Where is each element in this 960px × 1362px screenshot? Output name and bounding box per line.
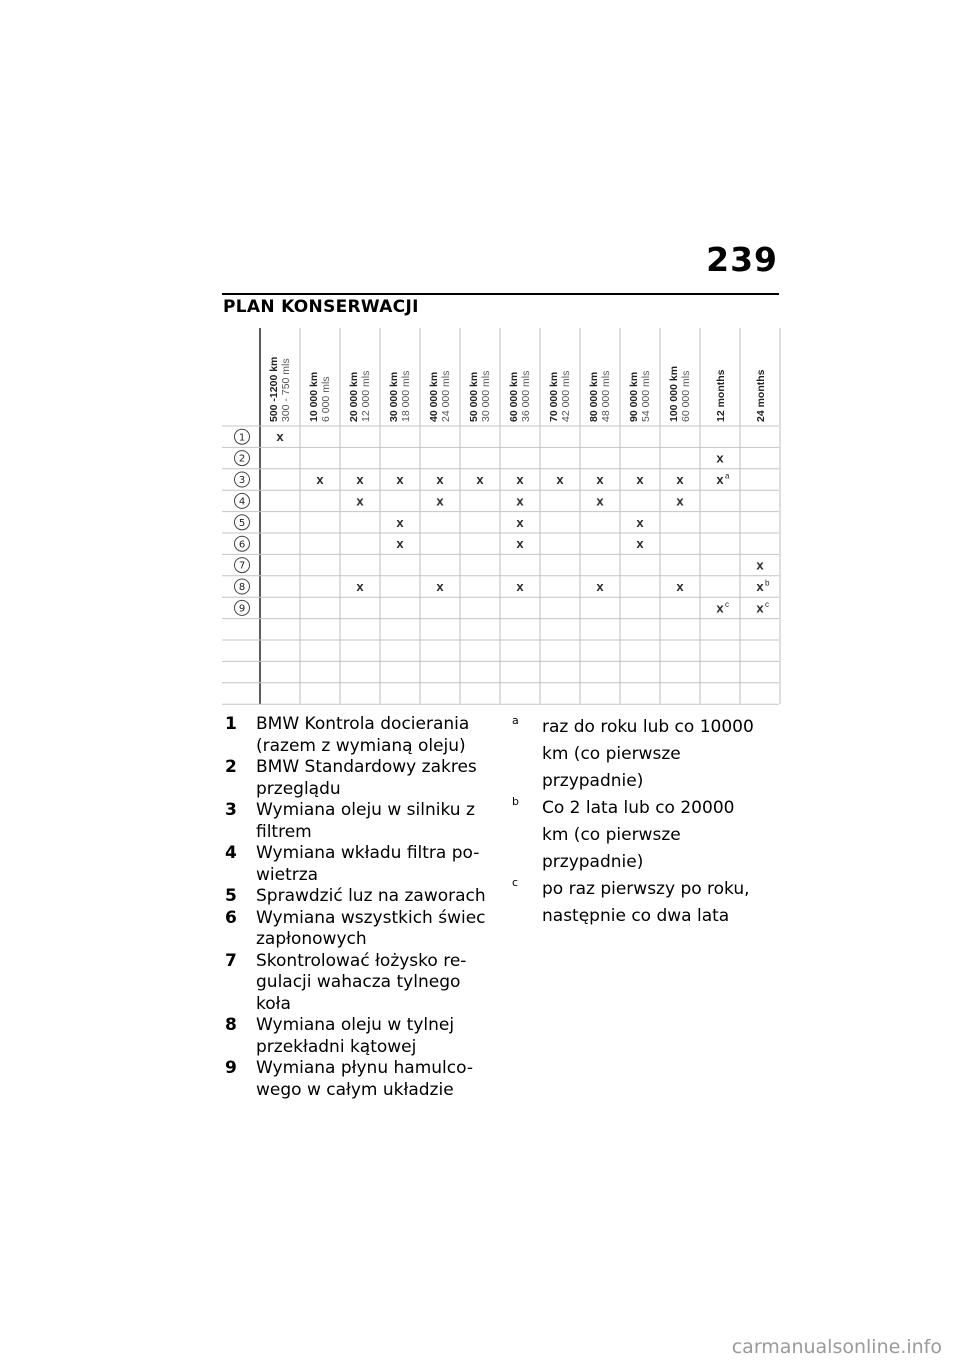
schedule-mark: x bbox=[676, 472, 684, 487]
column-header-mls: 24 000 mls bbox=[440, 370, 452, 422]
column-header-mls: 12 000 mls bbox=[360, 370, 372, 422]
footnote-text: Co 2 lata lub co 20000 km (co pierwsze przypadnie) bbox=[542, 798, 735, 872]
legend-item bbox=[225, 886, 487, 908]
row-number: 8 bbox=[238, 582, 246, 594]
schedule-mark: x bbox=[476, 472, 484, 487]
column-header-km: 70 000 km bbox=[548, 371, 560, 422]
section-title: PLAN KONSERWACJI bbox=[223, 297, 419, 317]
footnote-item bbox=[512, 795, 762, 876]
legend-text: Wymiana wszystkich świec zapłonowych bbox=[256, 907, 486, 949]
legend-item bbox=[225, 800, 487, 843]
legend-text: Wymiana oleju w silniku z filtrem bbox=[256, 800, 475, 842]
schedule-mark: x bbox=[676, 493, 684, 509]
legend-text: Wymiana płynu hamulco-wego w całym układzie bbox=[256, 1058, 473, 1100]
schedule-mark: x bbox=[596, 472, 604, 487]
legend-number: 9 bbox=[225, 1058, 237, 1078]
schedule-mark: x bbox=[596, 493, 604, 509]
schedule-mark: x bbox=[276, 429, 284, 445]
schedule-mark: x bbox=[756, 557, 764, 573]
column-header-mls: 300 - 750 mls bbox=[280, 358, 292, 422]
footnote-mark: b bbox=[512, 795, 519, 808]
schedule-mark-footnote: c bbox=[725, 599, 729, 609]
schedule-mark: x bbox=[556, 472, 564, 487]
watermark: carmanualsonline.info bbox=[731, 1336, 942, 1358]
row-number: 7 bbox=[238, 560, 246, 572]
legend-item bbox=[225, 1015, 487, 1058]
legend-number: 6 bbox=[225, 907, 237, 928]
legend-text: Skontrolować łożysko re-gulacji wahacza tylnego koła bbox=[256, 950, 467, 1014]
legend-number: 4 bbox=[225, 843, 237, 863]
row-number: 2 bbox=[238, 453, 246, 465]
schedule-mark: x bbox=[516, 536, 524, 552]
column-header-km: 10 000 km bbox=[308, 371, 320, 422]
column-header-km: 20 000 km bbox=[348, 371, 360, 422]
schedule-mark: x bbox=[756, 600, 764, 616]
schedule-mark: x bbox=[516, 579, 524, 594]
schedule-mark: x bbox=[436, 472, 444, 487]
legend-item bbox=[225, 843, 487, 886]
legend-item bbox=[225, 714, 487, 757]
legend-item bbox=[225, 908, 487, 951]
schedule-mark: x bbox=[636, 472, 644, 487]
column-header-km: 90 000 km bbox=[628, 371, 640, 422]
footnote-text: po raz pierwszy po roku, następnie co dwa lata bbox=[542, 879, 750, 926]
legend-number: 3 bbox=[225, 800, 237, 820]
schedule-mark: x bbox=[636, 536, 644, 552]
row-number: 3 bbox=[238, 475, 246, 487]
legend-text: Wymiana oleju w tylnej przekładni kątowej bbox=[256, 1015, 455, 1057]
legend-number: 5 bbox=[225, 886, 237, 906]
column-header-km: 40 000 km bbox=[428, 371, 440, 422]
column-header-mls: 30 000 mls bbox=[480, 370, 492, 422]
row-numbers bbox=[235, 429, 250, 615]
schedule-mark: x bbox=[716, 600, 724, 616]
schedule-mark: x bbox=[316, 472, 324, 487]
footnote-text: raz do roku lub co 10000 km (co pierwsze przypadnie) bbox=[542, 717, 754, 791]
schedule-mark: x bbox=[636, 514, 644, 530]
schedule-mark: x bbox=[356, 472, 364, 487]
legend-item bbox=[225, 951, 487, 1016]
legend-item bbox=[225, 757, 487, 800]
legend-number: 7 bbox=[225, 950, 237, 971]
schedule-mark: x bbox=[436, 579, 444, 594]
column-header-mls: 36 000 mls bbox=[520, 370, 532, 422]
column-header-km: 80 000 km bbox=[588, 371, 600, 422]
footnote-item bbox=[512, 876, 762, 930]
schedule-mark: x bbox=[396, 472, 404, 487]
schedule-mark: x bbox=[756, 579, 764, 594]
legend-text: BMW Standardowy zakres przeglądu bbox=[256, 757, 477, 799]
table-grid bbox=[222, 328, 780, 704]
column-header-period: 12 months bbox=[715, 369, 727, 422]
column-header-mls: 18 000 mls bbox=[400, 370, 412, 422]
legend-items bbox=[225, 714, 487, 1101]
column-header-mls: 48 000 mls bbox=[600, 370, 612, 422]
legend-notes bbox=[512, 714, 762, 930]
legend-number: 2 bbox=[225, 757, 237, 777]
schedule-mark: x bbox=[596, 579, 604, 594]
legend-item bbox=[225, 1058, 487, 1101]
column-header-mls: 60 000 mls bbox=[680, 370, 692, 422]
column-header-mls: 42 000 mls bbox=[560, 370, 572, 422]
row-number: 1 bbox=[238, 432, 246, 444]
column-header-km: 100 000 km bbox=[668, 365, 680, 422]
row-number: 9 bbox=[238, 603, 246, 615]
schedule-mark: x bbox=[516, 514, 524, 530]
schedule-mark: x bbox=[676, 579, 684, 594]
schedule-mark: x bbox=[356, 493, 364, 509]
schedule-mark: x bbox=[396, 536, 404, 552]
schedule-mark-footnote: a bbox=[725, 471, 730, 481]
schedule-mark: x bbox=[356, 579, 364, 594]
footnote-item bbox=[512, 714, 762, 795]
column-header-km: 50 000 km bbox=[468, 371, 480, 422]
page-number: 239 bbox=[706, 240, 778, 279]
legend-number: 1 bbox=[225, 714, 237, 734]
column-header-mls: 6 000 mls bbox=[320, 376, 332, 422]
schedule-mark: x bbox=[436, 493, 444, 509]
table-header bbox=[268, 357, 767, 422]
legend-text: BMW Kontrola docierania (razem z wymianą oleju) bbox=[256, 714, 470, 756]
legend-number: 8 bbox=[225, 1015, 237, 1035]
column-header-km: 30 000 km bbox=[388, 371, 400, 422]
column-header-mls: 54 000 mls bbox=[640, 370, 652, 422]
schedule-mark: x bbox=[516, 493, 524, 509]
schedule-mark: x bbox=[716, 450, 724, 466]
row-number: 4 bbox=[238, 496, 246, 508]
footnote-mark: c bbox=[512, 876, 519, 889]
column-header-period: 24 months bbox=[755, 369, 767, 422]
column-header-km: 500 -1200 km bbox=[268, 356, 280, 422]
schedule-mark: x bbox=[716, 472, 724, 487]
row-number: 5 bbox=[238, 517, 246, 529]
schedule-mark: x bbox=[516, 472, 524, 487]
row-number: 6 bbox=[238, 539, 246, 551]
legend-text: Sprawdzić luz na zaworach bbox=[256, 886, 486, 906]
schedule-mark-footnote: b bbox=[765, 578, 770, 588]
column-header-km: 60 000 km bbox=[508, 371, 520, 422]
schedule-mark: x bbox=[396, 514, 404, 530]
table-cells bbox=[276, 429, 770, 615]
footnote-mark: a bbox=[512, 714, 519, 727]
legend-text: Wymiana wkładu filtra po-wietrza bbox=[256, 843, 480, 885]
schedule-mark-footnote: c bbox=[765, 599, 769, 609]
